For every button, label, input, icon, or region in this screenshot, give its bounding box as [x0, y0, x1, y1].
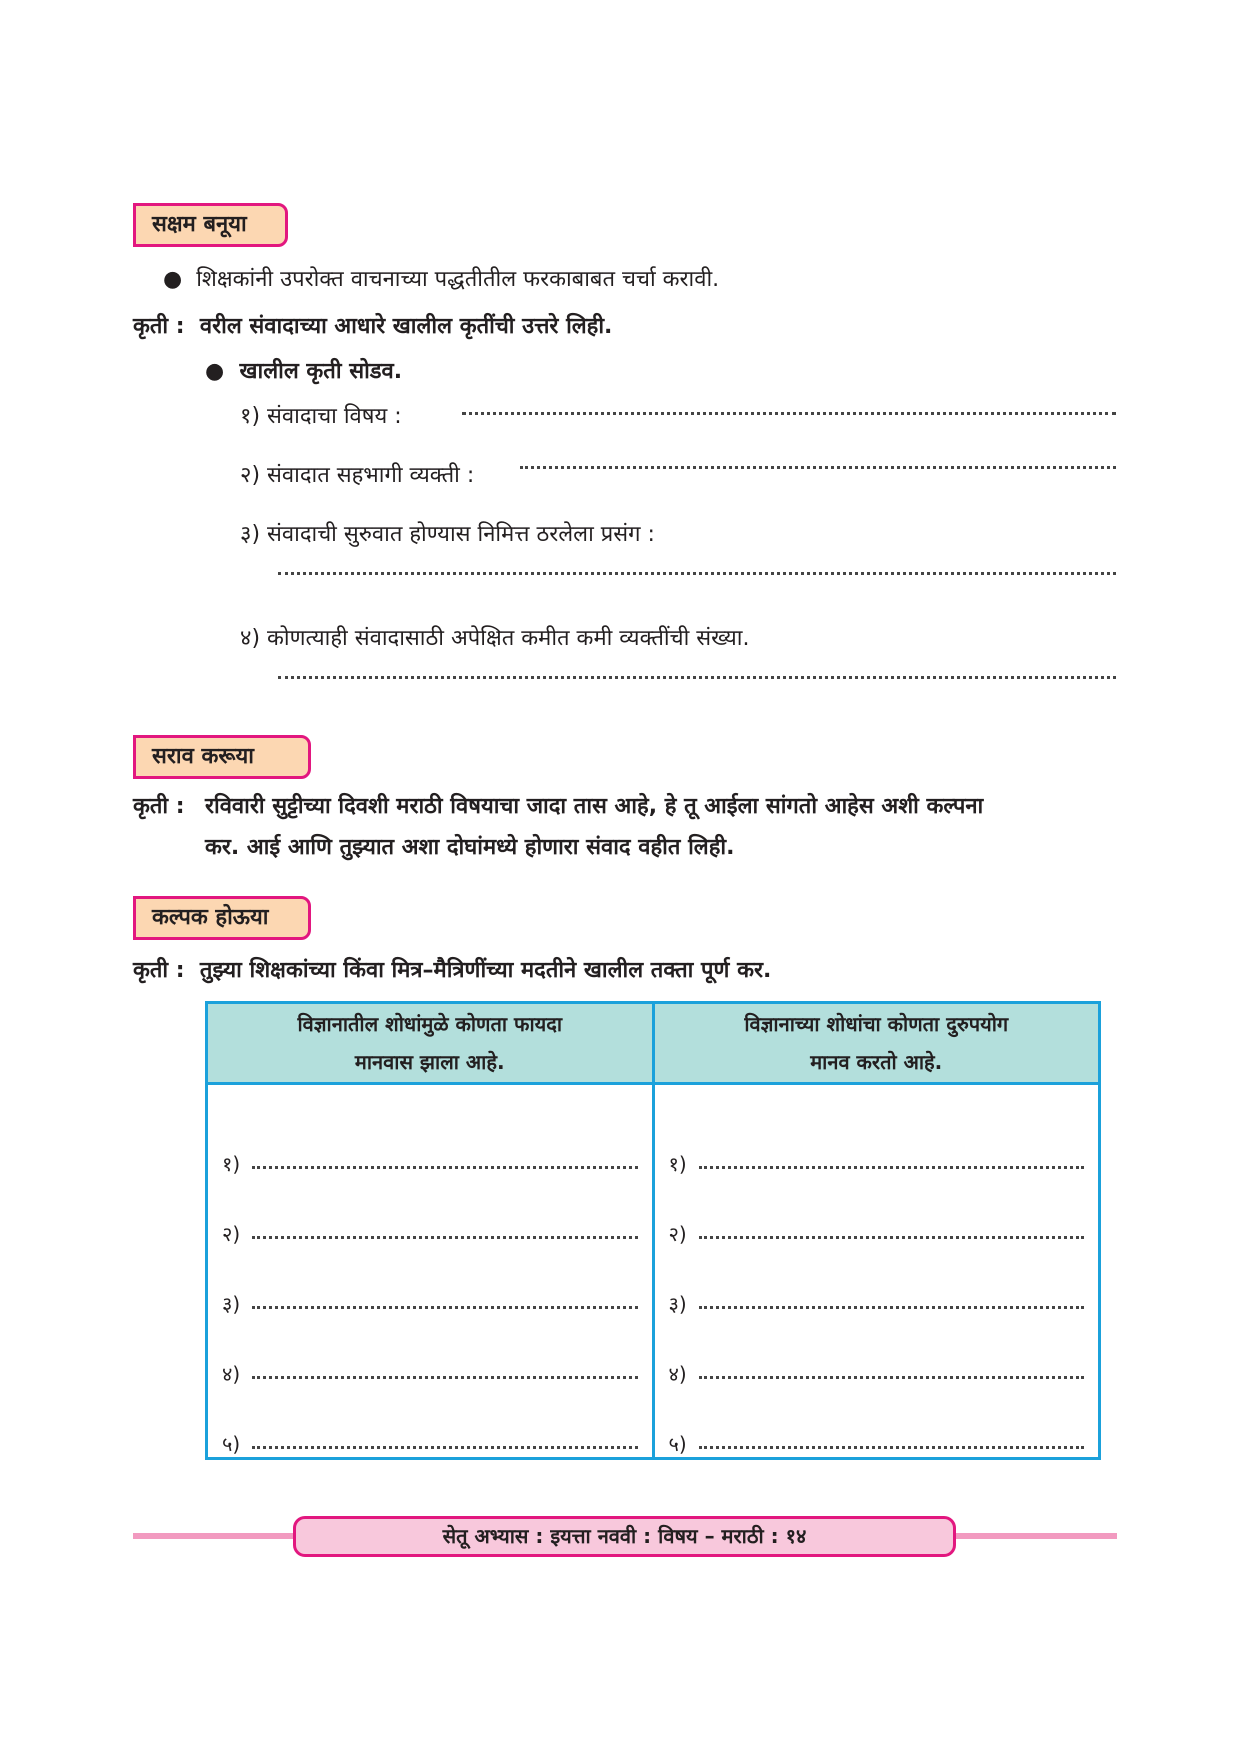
activity-3-text: तुझ्या शिक्षकांच्या किंवा मित्र–मैत्रिणींच्या मदतीने खालील तक्ता पूर्ण कर. — [199, 958, 772, 983]
benefits-column — [207, 1084, 654, 1459]
row-number: ३) — [668, 1292, 687, 1316]
answer-dots[interactable] — [699, 1236, 1084, 1239]
table-row[interactable] — [669, 1107, 1085, 1177]
answer-dots[interactable] — [252, 1376, 637, 1379]
misuse-column — [653, 1084, 1100, 1459]
table-row[interactable] — [222, 1177, 638, 1247]
col-header-benefits — [207, 1003, 654, 1084]
activity-2-label: कृती : — [133, 794, 185, 819]
table-row[interactable] — [669, 1177, 1085, 1247]
answer-dots[interactable] — [252, 1306, 637, 1309]
activity-text: वरील संवादाच्या आधारे खालील कृतींची उत्तरे लिही. — [199, 314, 613, 339]
section-heading-kalpak-houya: कल्पक होऊया — [133, 896, 311, 940]
table-row[interactable] — [669, 1387, 1085, 1457]
footer-banner: सेतू अभ्यास : इयत्ता नववी : विषय – मराठी : १४ — [293, 1516, 956, 1557]
table-row[interactable] — [669, 1247, 1085, 1317]
row-number: ३) — [222, 1292, 241, 1316]
question-4: ४) कोणत्याही संवादासाठी अपेक्षित कमीत कमी व्यक्तींची संख्या. — [240, 626, 750, 651]
col2-line2: मानव करतो आहे. — [810, 1050, 943, 1074]
question-2: २) संवादात सहभागी व्यक्ती : — [240, 463, 475, 488]
answer-dots[interactable] — [252, 1236, 637, 1239]
table-row[interactable] — [222, 1317, 638, 1387]
row-number: ५) — [222, 1432, 241, 1456]
answer-dots[interactable] — [252, 1166, 637, 1169]
answer-dots[interactable] — [699, 1306, 1084, 1309]
answer-dots[interactable] — [252, 1446, 637, 1449]
sub-bullet-text: खालील कृती सोडव. — [239, 359, 403, 384]
answer-line-2[interactable] — [520, 466, 1116, 469]
row-number: १) — [222, 1152, 241, 1176]
table-row[interactable] — [222, 1107, 638, 1177]
col1-line1: विज्ञानातील शोधांमुळे कोणता फायदा — [297, 1012, 563, 1036]
col-header-misuse — [653, 1003, 1100, 1084]
answer-dots[interactable] — [699, 1166, 1084, 1169]
col1-line2: मानवास झाला आहे. — [354, 1050, 505, 1074]
answer-dots[interactable] — [699, 1446, 1084, 1449]
row-number: २) — [668, 1222, 687, 1246]
row-number: ४) — [668, 1362, 687, 1386]
activity-label: कृती : — [133, 314, 185, 339]
section-heading-sarav-karuya: सराव करूया — [133, 735, 311, 779]
activity-2-line1: रविवारी सुट्टीच्या दिवशी मराठी विषयाचा जादा तास आहे, हे तू आईला सांगतो आहेस अशी कल्पना — [205, 794, 984, 819]
activity-3-label: कृती : — [133, 958, 185, 983]
activity-3 — [133, 956, 771, 986]
question-3: ३) संवादाची सुरुवात होण्यास निमित्त ठरलेला प्रसंग : — [240, 522, 655, 547]
table-row[interactable] — [669, 1317, 1085, 1387]
section-heading-saksham-banuya: सक्षम बनूया — [133, 203, 288, 247]
answer-dots[interactable] — [699, 1376, 1084, 1379]
row-number: ५) — [668, 1432, 687, 1456]
table-row[interactable] — [222, 1387, 638, 1457]
science-table — [205, 1001, 1101, 1460]
bullet-discussion: शिक्षकांनी उपरोक्त वाचनाच्या पद्धतीतील फरकाबाबत चर्चा करावी. — [196, 267, 720, 292]
bullet-text: ● शिक्षकांनी उपरोक्त वाचनाच्या पद्धतीतील फरकाबाबत चर्चा करावी. — [163, 267, 720, 292]
sub-bullet: ● खालील कृती सोडव. — [205, 359, 403, 384]
table-row[interactable] — [222, 1247, 638, 1317]
row-number: १) — [668, 1152, 687, 1176]
row-number: २) — [222, 1222, 241, 1246]
activity-2-line2: कर. आई आणि तुझ्यात अशा दोघांमध्ये होणारा संवाद वहीत लिही. — [205, 835, 735, 860]
answer-line-1[interactable] — [462, 412, 1116, 415]
answer-line-3[interactable] — [278, 572, 1116, 575]
col2-line1: विज्ञानाच्या शोधांचा कोणता दुरुपयोग — [744, 1012, 1009, 1036]
activity-1 — [133, 312, 612, 342]
row-number: ४) — [222, 1362, 241, 1386]
answer-line-4[interactable] — [278, 676, 1116, 679]
question-1: १) संवादाचा विषय : — [240, 404, 402, 429]
